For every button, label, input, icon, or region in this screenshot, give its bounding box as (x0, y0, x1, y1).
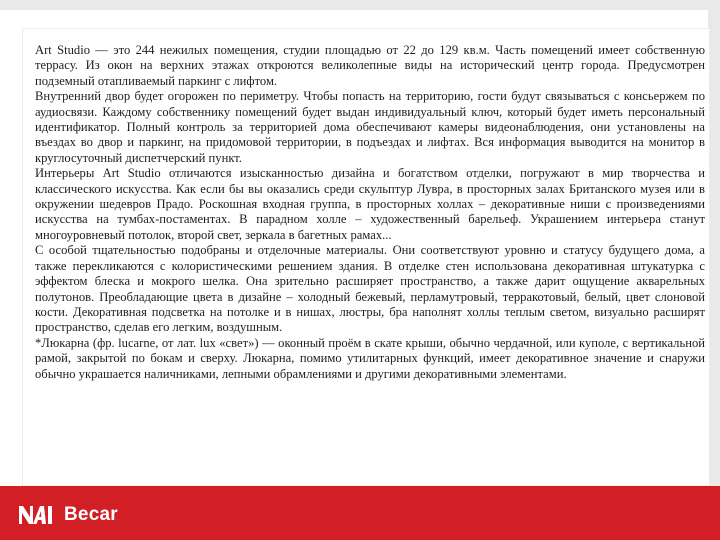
nai-becar-logo (18, 504, 118, 526)
paragraph-art-studio: Art Studio — это 244 нежилых помещения, студии площадью от 22 до 129 кв.м. Часть помещений имеет собственную террасу. Из окон на верхних этажах откроются великолепные виды на исторический центр города. Предусмотрен подземный отапливаемый паркинг с лифтом. (35, 43, 705, 88)
paragraph-lucarne-footnote: *Люкарна (фр. lucarne, от лат. lux «свет») — оконный проём в скате крыши, обычно чердачной, или куполе, с вертикальной рамой, закрытой по бокам и сверху. Люкарна, помимо утилитарных функций, имеет декоративное значение и снаружи обычно украшается наличниками, лепными обрамлениями и другими декоративными элементами. (35, 335, 705, 381)
footer-bar (0, 486, 720, 540)
body-text (35, 43, 705, 382)
top-band (0, 0, 720, 10)
nai-logo-mark-icon (18, 505, 58, 525)
paragraph-finishing-materials: С особой тщательностью подобраны и отделочные материалы. Они соответствуют уровню и статусу будущего дома, а также перекликаются с колористическими решением здания. В отделке стен использована декоративная штукатурка с эффектом блеска и мокрого шелка. Она зрительно расширяет пространство, а также дарит ощущение акварельных полутонов. Преобладающие цвета в дизайне – холодный бежевый, перламутровый, терракотовый, белый, цвет слоновой кости. Декоративная подсветка на потолке и в нишах, люстры, бра наполнят холлы теплым светом, визуально расширят пространство, сделав его легким, воздушным. (35, 243, 705, 335)
paragraph-interiors: Интерьеры Art Studio отличаются изысканностью дизайна и богатством отделки, погружают в мир творчества и классического искусства. Как если бы вы оказались среди скульптур Лувра, в просторных залах Британского музея или в окружении шедевров Прадо. Роскошная входная группа, в просторных холлах – декоративные ниши с произведениями искусства на тумбах-постаментах. В парадном холле – художественный барельеф. Украшением интерьера станут многоуровневый потолок, второй свет, зеркала в багетных рамах... (35, 166, 705, 242)
logo-wordmark: Becar (64, 504, 118, 525)
paragraph-courtyard-security: Внутренний двор будет огорожен по периметру. Чтобы попасть на территорию, гости будут связываться с консьержем по аудиосвязи. Каждому собственнику помещений будет выдан индивидуальный ключ, который будет иметь персональный идентификатор. Полный контроль за территорией дома обеспечивают камеры видеонаблюдения, они установлены на въездах во двор и паркинг, на придомовой территории, в подъездах и лифтах. Вся информация выводится на монитор в круглосуточный диспетчерский пункт. (35, 89, 705, 165)
text-card (22, 28, 710, 486)
